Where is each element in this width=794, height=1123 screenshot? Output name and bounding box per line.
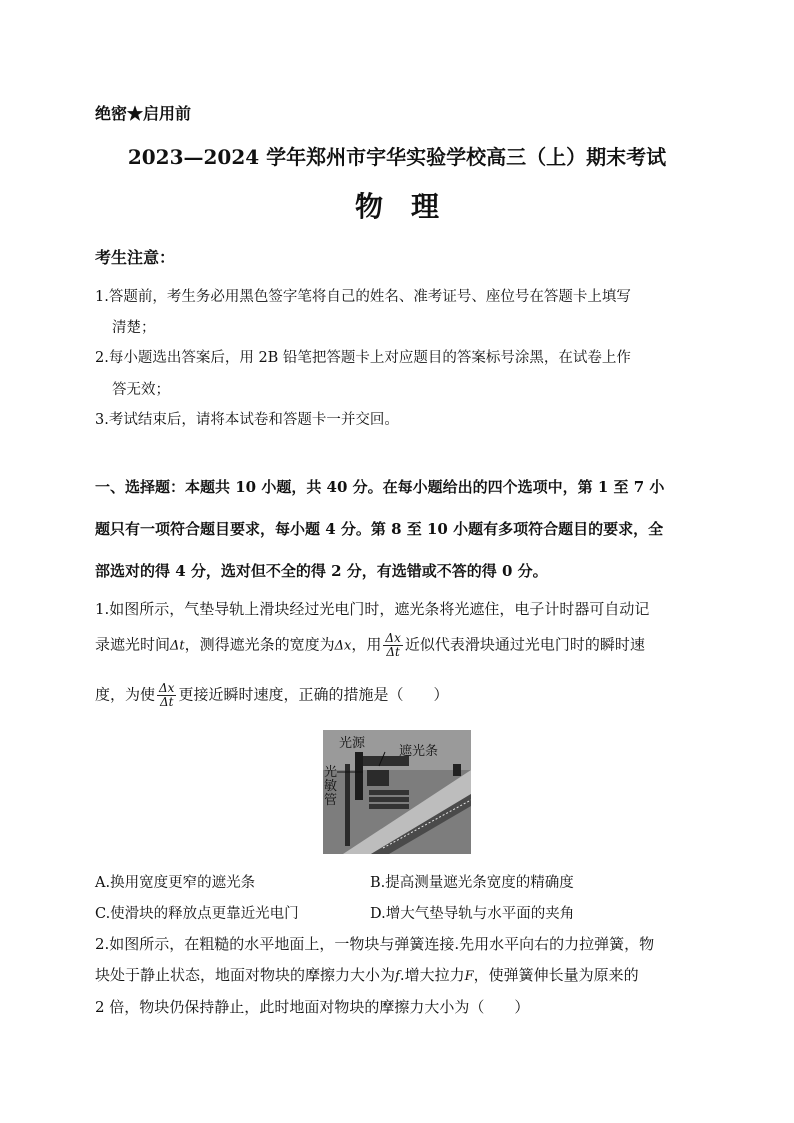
confidential-label: 绝密★启用前 [95,104,192,123]
label-photosensitive-tube: 光敏管 [324,765,338,808]
option-b: B.提高测量遮光条宽度的精确度 [370,875,574,891]
notice-item-1: 1.答题前，考生务必用黑色签字笔将自己的姓名、准考证号、座位号在答题卡上填写 [95,289,631,305]
exam-title: 2023—2024 学年郑州市宇华实验学校高三（上）期末考试 [127,145,667,169]
question-1-line-3: 度，为使 $\frac{\Delta x}{\Delta t}$ 更接近瞬时速度，正确的措施是（ ） [95,681,449,709]
option-a: A.换用宽度更窄的遮光条 [95,875,256,891]
question-2-line-2: 块处于静止状态，地面对物块的摩擦力大小为f.增大拉力F，使弹簧伸长量为原来的 [95,966,639,984]
notice-item-1-cont: 清楚； [112,320,156,336]
fraction-dx-dt: $\frac{\Delta x}{\Delta t}$ [385,631,401,659]
option-d: D.增大气垫导轨与水平面的夹角 [370,906,575,922]
section-instructions-line-1: 一、选择题：本题共 10 小题，共 40 分。在每小题给出的四个选项中，第 1 至 7 小 [95,478,665,496]
question-2-line-1: 2.如图所示，在粗糙的水平地面上，一物块与弹簧连接.先用水平向右的力拉弹簧，物 [95,935,655,953]
notice-item-3: 3.考试结束后，请将本试卷和答题卡一并交回。 [95,412,399,428]
label-light-source: 光源 [339,736,366,751]
subject-title: 物理 [354,190,467,223]
fraction-dx-dt-2: $\frac{\Delta x}{\Delta t}$ [159,681,175,709]
notice-heading: 考生注意： [95,248,176,267]
question-2-line-3: 2 倍，物块仍保持静止，此时地面对物块的摩擦力大小为（ ） [95,998,530,1016]
question-1-line-1: 1.如图所示，气垫导轨上滑块经过光电门时，遮光条将光遮住，电子计时器可自动记 [95,600,650,618]
question-1-line-2: 录遮光时间Δt，测得遮光条的宽度为Δx，用 $\frac{\Delta x}{\Delta t}$ 近似代表滑块通过光电门时的瞬时速 [95,631,645,659]
notice-item-2: 2.每小题选出答案后，用 2B 铅笔把答题卡上对应题目的答案标号涂黑，在试卷上作 [95,350,631,366]
option-c: C.使滑块的释放点更靠近光电门 [95,906,299,922]
notice-item-2-cont: 答无效； [112,382,170,398]
section-instructions-line-3: 部选对的得 4 分，选对但不全的得 2 分，有选错或不答的得 0 分。 [95,562,548,580]
section-instructions-line-2: 题只有一项符合题目要求，每小题 4 分。第 8 至 10 小题有多项符合题目的要求，全 [95,520,664,538]
air-track-photo [323,730,471,854]
label-shading-strip: 遮光条 [399,744,439,759]
